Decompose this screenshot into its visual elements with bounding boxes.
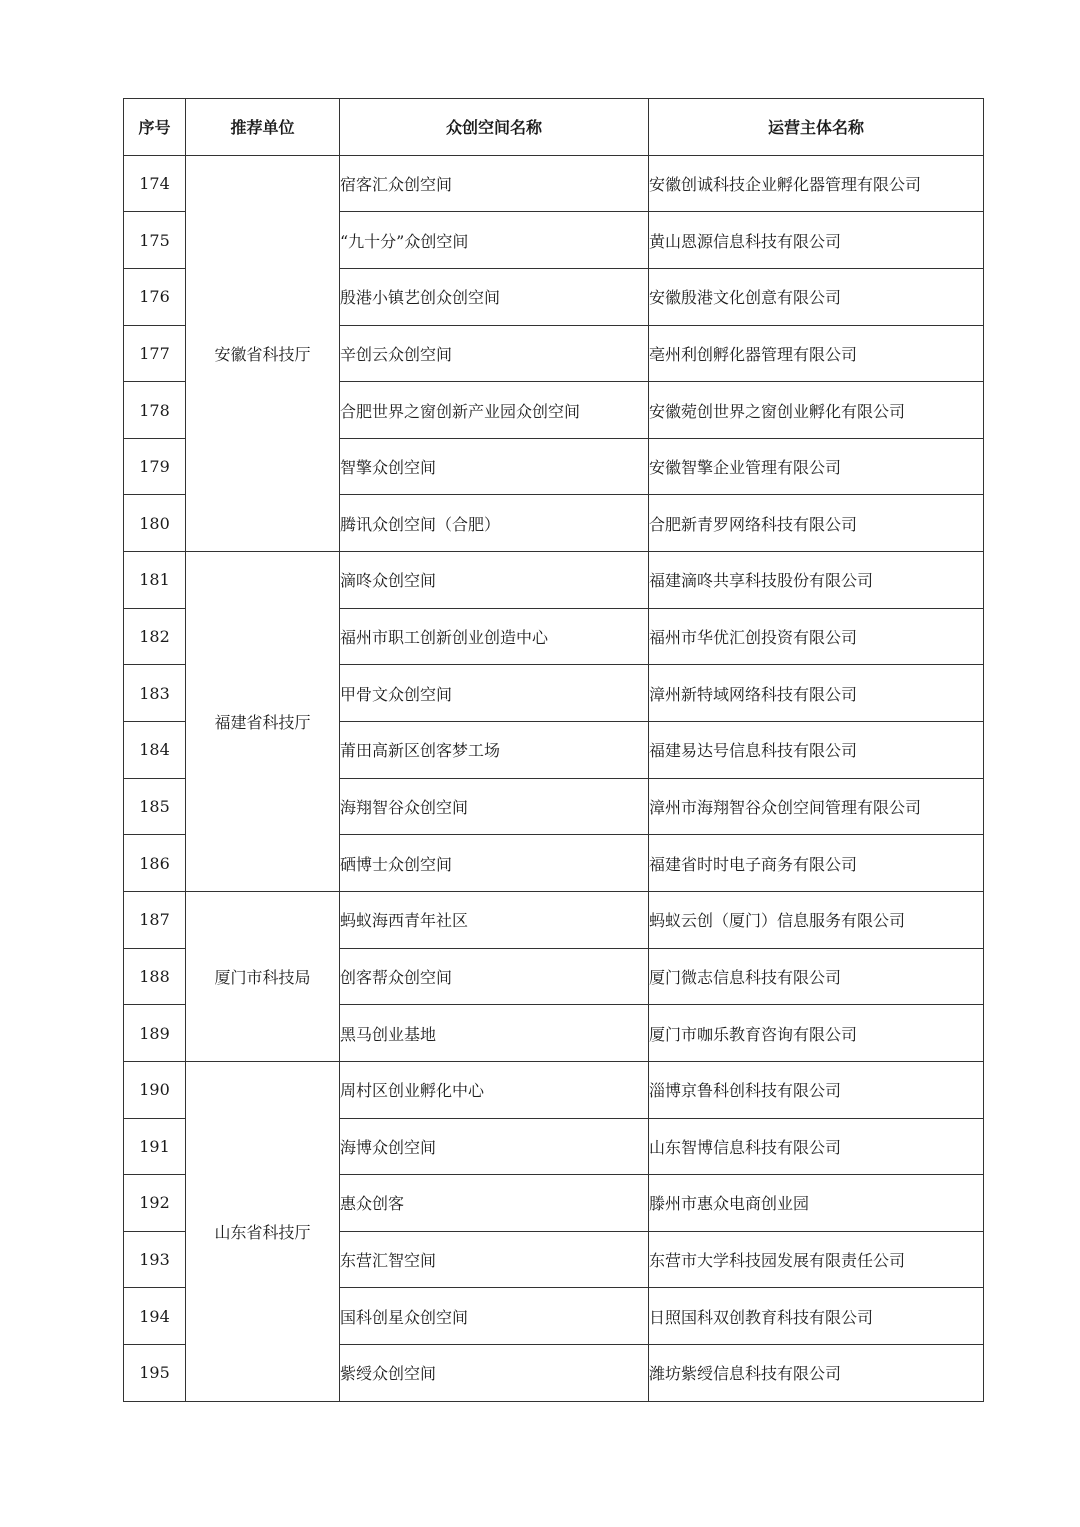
- cell-space-name: 紫绶众创空间: [340, 1345, 649, 1402]
- cell-no: 183: [124, 665, 186, 722]
- cell-no: 195: [124, 1345, 186, 1402]
- cell-no: 184: [124, 722, 186, 779]
- cell-space-name: 创客帮众创空间: [340, 948, 649, 1005]
- cell-no: 188: [124, 948, 186, 1005]
- cell-space-name: 黑马创业基地: [340, 1005, 649, 1062]
- cell-space-name: 海博众创空间: [340, 1118, 649, 1175]
- cell-no: 179: [124, 438, 186, 495]
- cell-recommending-unit: 福建省科技厅: [186, 552, 340, 892]
- cell-space-name: 惠众创客: [340, 1175, 649, 1232]
- cell-space-name: 辛创云众创空间: [340, 325, 649, 382]
- cell-recommending-unit: 山东省科技厅: [186, 1061, 340, 1401]
- cell-operator-name: 安徽创诚科技企业孵化器管理有限公司: [649, 155, 984, 212]
- cell-no: 176: [124, 268, 186, 325]
- cell-space-name: 腾讯众创空间（合肥）: [340, 495, 649, 552]
- cell-operator-name: 安徽智擎企业管理有限公司: [649, 438, 984, 495]
- cell-no: 182: [124, 608, 186, 665]
- cell-space-name: 福州市职工创新创业创造中心: [340, 608, 649, 665]
- cell-operator-name: 日照国科双创教育科技有限公司: [649, 1288, 984, 1345]
- cell-space-name: 智擎众创空间: [340, 438, 649, 495]
- cell-space-name: 东营汇智空间: [340, 1231, 649, 1288]
- cell-operator-name: 潍坊紫绶信息科技有限公司: [649, 1345, 984, 1402]
- cell-operator-name: 漳州新特域网络科技有限公司: [649, 665, 984, 722]
- cell-space-name: 蚂蚁海西青年社区: [340, 891, 649, 948]
- table-row: [124, 1061, 984, 1118]
- cell-no: 181: [124, 552, 186, 609]
- cell-operator-name: 福建省时时电子商务有限公司: [649, 835, 984, 892]
- cell-operator-name: 合肥新青罗网络科技有限公司: [649, 495, 984, 552]
- cell-space-name: 滴咚众创空间: [340, 552, 649, 609]
- cell-operator-name: 福州市华优汇创投资有限公司: [649, 608, 984, 665]
- table-row: [124, 155, 984, 212]
- table-body: [124, 155, 984, 1401]
- cell-no: 194: [124, 1288, 186, 1345]
- cell-no: 187: [124, 891, 186, 948]
- cell-recommending-unit: 厦门市科技局: [186, 891, 340, 1061]
- cell-space-name: 硒博士众创空间: [340, 835, 649, 892]
- cell-recommending-unit: 安徽省科技厅: [186, 155, 340, 551]
- header-space: 众创空间名称: [340, 99, 649, 156]
- cell-space-name: 合肥世界之窗创新产业园众创空间: [340, 382, 649, 439]
- cell-space-name: 殷港小镇艺创众创空间: [340, 268, 649, 325]
- cell-space-name: 甲骨文众创空间: [340, 665, 649, 722]
- cell-no: 180: [124, 495, 186, 552]
- header-no: 序号: [124, 99, 186, 156]
- cell-no: 175: [124, 212, 186, 269]
- table-header-row: [124, 99, 984, 156]
- cell-no: 178: [124, 382, 186, 439]
- cell-no: 174: [124, 155, 186, 212]
- header-operator: 运营主体名称: [649, 99, 984, 156]
- cell-operator-name: 亳州利创孵化器管理有限公司: [649, 325, 984, 382]
- table-row: [124, 891, 984, 948]
- cell-operator-name: 黄山恩源信息科技有限公司: [649, 212, 984, 269]
- cell-space-name: 周村区创业孵化中心: [340, 1061, 649, 1118]
- cell-no: 190: [124, 1061, 186, 1118]
- header-unit: 推荐单位: [186, 99, 340, 156]
- cell-space-name: 国科创星众创空间: [340, 1288, 649, 1345]
- cell-operator-name: 东营市大学科技园发展有限责任公司: [649, 1231, 984, 1288]
- cell-space-name: 莆田高新区创客梦工场: [340, 722, 649, 779]
- cell-operator-name: 淄博京鲁科创科技有限公司: [649, 1061, 984, 1118]
- cell-operator-name: 山东智博信息科技有限公司: [649, 1118, 984, 1175]
- cell-operator-name: 福建易达号信息科技有限公司: [649, 722, 984, 779]
- cell-no: 192: [124, 1175, 186, 1232]
- cell-operator-name: 福建滴咚共享科技股份有限公司: [649, 552, 984, 609]
- cell-no: 185: [124, 778, 186, 835]
- cell-no: 189: [124, 1005, 186, 1062]
- cell-no: 193: [124, 1231, 186, 1288]
- cell-no: 177: [124, 325, 186, 382]
- cell-operator-name: 厦门市咖乐教育咨询有限公司: [649, 1005, 984, 1062]
- cell-space-name: “九十分”众创空间: [340, 212, 649, 269]
- cell-operator-name: 蚂蚁云创（厦门）信息服务有限公司: [649, 891, 984, 948]
- cell-operator-name: 漳州市海翔智谷众创空间管理有限公司: [649, 778, 984, 835]
- cell-operator-name: 安徽殷港文化创意有限公司: [649, 268, 984, 325]
- space-list-table: [123, 98, 984, 1402]
- cell-operator-name: 滕州市惠众电商创业园: [649, 1175, 984, 1232]
- cell-space-name: 宿客汇众创空间: [340, 155, 649, 212]
- cell-no: 186: [124, 835, 186, 892]
- table-row: [124, 552, 984, 609]
- cell-space-name: 海翔智谷众创空间: [340, 778, 649, 835]
- cell-operator-name: 厦门微志信息科技有限公司: [649, 948, 984, 1005]
- cell-operator-name: 安徽菀创世界之窗创业孵化有限公司: [649, 382, 984, 439]
- cell-no: 191: [124, 1118, 186, 1175]
